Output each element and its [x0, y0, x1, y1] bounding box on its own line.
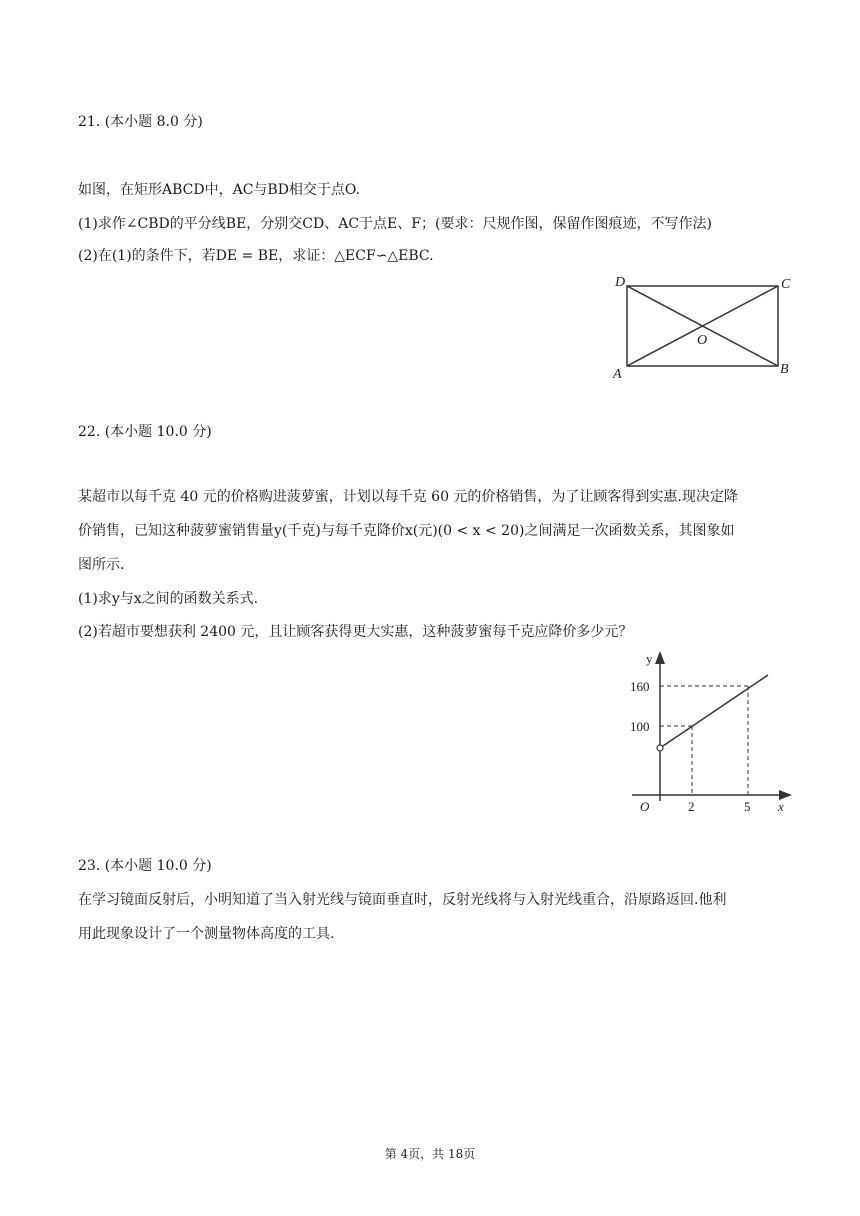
y-tick-100: 100 — [630, 719, 650, 734]
y-axis-label: y — [646, 651, 653, 666]
q22-stem-line3: 图所示. — [78, 557, 125, 573]
y-axis-arrow — [655, 651, 665, 664]
x-axis-label: x — [778, 799, 784, 814]
q21-rectangle-figure — [605, 270, 795, 385]
q21-part2: (2)在(1)的条件下，若DE = BE，求证：△ECF∽△EBC. — [78, 248, 434, 264]
q23-line2: 用此现象设计了一个测量物体高度的工具. — [78, 926, 335, 942]
q21-part1: (1)求作∠CBD的平分线BE，分别交CD、AC于点E、F；(要求：尺规作图，保留作图痕迹，不写作法) — [78, 216, 712, 232]
q22-part1: (1)求y与x之间的函数关系式. — [78, 591, 259, 607]
label-b: B — [780, 362, 789, 377]
q22-part2: (2)若超市要想获利 2400 元，且让顾客获得更大实惠，这种菠萝蜜每千克应降价多少元？ — [78, 624, 633, 640]
label-d: D — [615, 275, 626, 290]
q22-stem-line2: 价销售，已知这种菠萝蜜销售量y(千克)与每千克降价x(元)(0 < x < 20)之间满足一次函数关系，其图象如 — [78, 523, 735, 539]
q22-header: 22. (本小题 10.0 分) — [78, 424, 212, 440]
y-tick-160: 160 — [630, 679, 650, 694]
q22-stem-line1: 某超市以每千克 40 元的价格购进菠萝蜜，计划以每千克 60 元的价格销售，为了让顾客得到实惠.现决定降 — [78, 489, 738, 505]
open-endpoint — [657, 745, 663, 751]
label-o: O — [697, 333, 708, 348]
q21-header: 21. (本小题 8.0 分) — [78, 114, 203, 130]
origin-label: O — [640, 799, 650, 814]
page-footer: 第 4页，共 18页 — [384, 1147, 476, 1161]
label-a: A — [613, 367, 622, 382]
q23-line1: 在学习镜面反射后，小明知道了当入射光线与镜面垂直时，反射光线将与入射光线重合，沿原路返回.他利 — [78, 892, 727, 908]
q22-function-graph — [620, 645, 795, 817]
q21-stem: 如图，在矩形ABCD中，AC与BD相交于点O. — [78, 182, 361, 198]
x-tick-2: 2 — [688, 799, 695, 814]
label-c: C — [781, 277, 791, 292]
x-tick-5: 5 — [744, 799, 751, 814]
q23-header: 23. (本小题 10.0 分) — [78, 858, 212, 874]
